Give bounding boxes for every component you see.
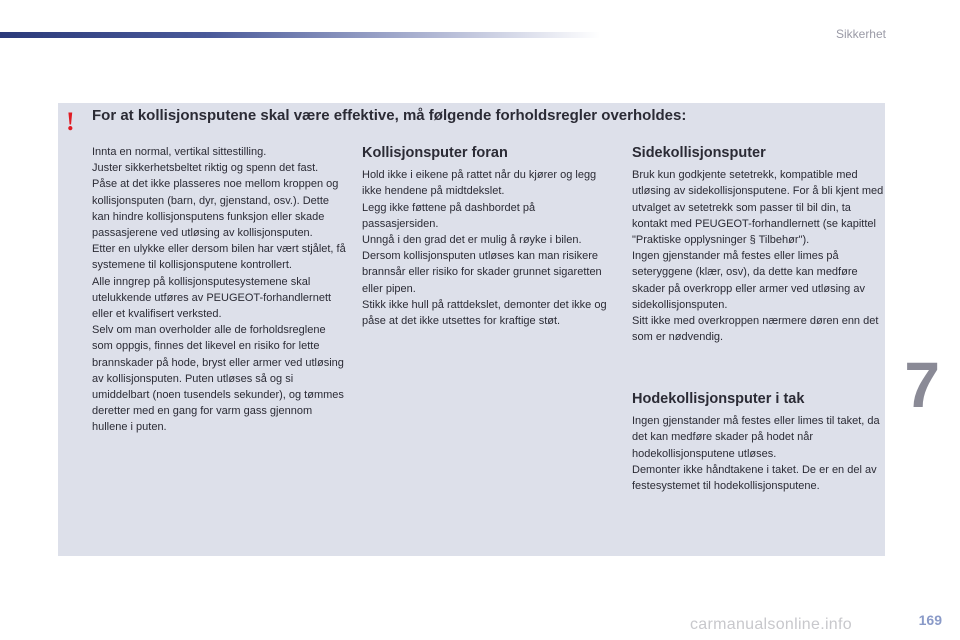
- front-airbags-text: Hold ikke i eikene på rattet når du kjører og legg ikke hendene på midtdekslet. Legg ikke føttene på dashbordet på passasjersiden. Unngå i den grad det er mulig å røyke i bilen. Dersom kollisjonsputen utløses kan man risikere brannsår eller risiko for skader grunnet sigaretten eller pipen. Stikk ikke hull på rattdekslet, demonter det ikke og påse at det ikke utsettes for kraftige støt.: [362, 169, 607, 328]
- curtain-airbags-section: [632, 391, 884, 494]
- side-airbags-title: Sidekollisjonsputer: [632, 145, 766, 161]
- watermark: carmanualsonline.info: [690, 616, 852, 633]
- front-airbags-title: Kollisjonsputer foran: [362, 145, 508, 161]
- left-column-text: Innta en normal, vertikal sittestilling. Juster sikkerhetsbeltet riktig og spenn det fast. Påse at det ikke plasseres noe mellom kroppen og kollisjonsputen (barn, dyr, gjenstand, osv.). Dette kan hindre kollisjonsputens funksjon eller skade passasjerene ved utløsing av kollisjonsputen. Etter en ulykke eller dersom bilen har vært stjålet, få systemene til kollisjonsputene kontrollert. Alle inngrep på kollisjonsputesystemene skal utelukkende utføres av PEUGEOT-forhandlernett eller et kvalifisert verksted. Selv om man overholder alle de forholdsreglene som oppgis, finnes det likevel en risiko for lette brannskader på hode, bryst eller armer ved utløsing av kollisjonsputen. Puten utløses så og si umiddelbart (noen tusendels sekunder), og tømmes deretter med en gang for varm gass gjennom hullene i puten.: [92, 146, 346, 434]
- warning-icon: !: [66, 107, 75, 136]
- page-number: 169: [918, 612, 942, 628]
- front-airbags-section: [362, 145, 612, 329]
- curtain-airbags-text: Ingen gjenstander må festes eller limes til taket, da det kan medføre skader på hodet når hodekollisjonsputene utløses. Demonter ikke håndtakene i taket. De er en del av festesystemet til hodekollisjonsputene.: [632, 415, 880, 493]
- left-column: [92, 144, 347, 436]
- side-airbags-section: [632, 145, 884, 345]
- curtain-airbags-title: Hodekollisjonsputer i tak: [632, 391, 805, 407]
- header-accent-bar: [0, 32, 600, 38]
- section-title: Sikkerhet: [835, 27, 886, 41]
- side-airbags-text: Bruk kun godkjente setetrekk, kompatible med utløsing av sidekollisjonsputene. For å bli kjent med utvalget av setetrekk som passer til bil din, ta kontakt med PEUGEOT-forhandlernett (se kapittel "Praktiske opplysninger § Tilbehør"). Ingen gjenstander må festes eller limes på seteryggene (klær, osv), da dette kan medføre skader på overkropp eller armer ved utløsing av sidekollisjonsputen. Sitt ikke med overkroppen nærmere døren enn det som er nødvendig.: [632, 169, 884, 344]
- chapter-number: 7: [904, 349, 940, 421]
- panel-heading: For at kollisjonsputene skal være effektive, må følgende forholdsregler overholdes:: [92, 107, 687, 124]
